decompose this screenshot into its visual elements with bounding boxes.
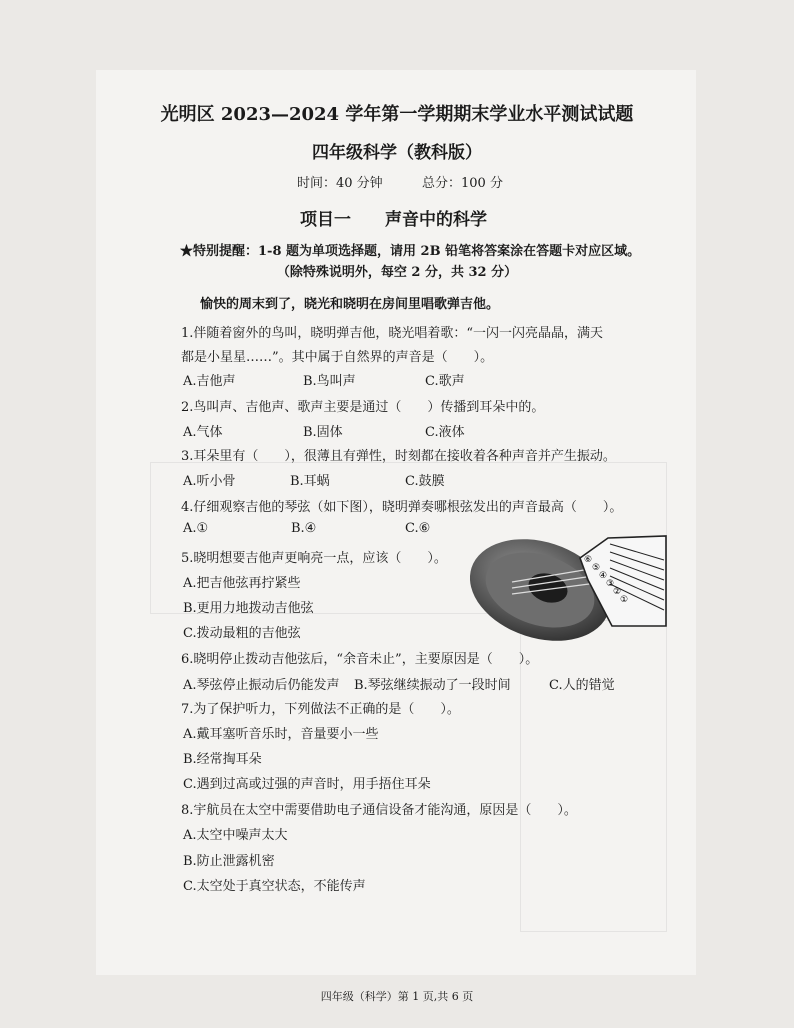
exam-time: 时间：40 分钟: [297, 176, 383, 191]
question-7-option-b[interactable]: B.经常掏耳朵: [183, 752, 262, 767]
question-1-option-c[interactable]: C.歌声: [425, 374, 465, 389]
string-label-4: ④: [599, 571, 608, 581]
string-label-1: ①: [620, 595, 629, 605]
question-7-option-a[interactable]: A.戴耳塞听音乐时，音量要小一些: [183, 727, 379, 742]
question-2-option-b[interactable]: B.固体: [303, 425, 343, 440]
question-4-option-b[interactable]: B.④: [291, 521, 317, 536]
question-5-stem: 5.晓明想要吉他声更响亮一点，应该（ ）。: [181, 551, 447, 566]
page-footer: 四年级（科学）第 1 页,共 6 页: [320, 990, 474, 1003]
bleed-through-box: [520, 620, 667, 932]
question-2-stem: 2.鸟叫声、吉他声、歌声主要是通过（ ）传播到耳朵中的。: [181, 400, 545, 415]
question-4-option-c[interactable]: C.⑥: [405, 521, 431, 536]
question-6-option-a[interactable]: A.琴弦停止振动后仍能发声: [183, 678, 340, 693]
exam-title: 光明区 2023—2024 学年第一学期期末学业水平测试试题: [160, 104, 634, 125]
question-8-option-b[interactable]: B.防止泄露机密: [183, 854, 275, 869]
question-8-option-a[interactable]: A.太空中噪声太大: [183, 828, 288, 843]
question-3-option-a[interactable]: A.听小骨: [183, 474, 236, 489]
question-3-stem: 3.耳朵里有（ ），很薄且有弹性，时刻都在接收着各种声音并产生振动。: [181, 449, 616, 464]
question-3-option-b[interactable]: B.耳蜗: [290, 474, 330, 489]
question-3-option-c[interactable]: C.鼓膜: [405, 474, 445, 489]
question-2-option-a[interactable]: A.气体: [183, 425, 223, 440]
question-8-stem: 8.宇航员在太空中需要借助电子通信设备才能沟通，原因是（ ）。: [181, 803, 577, 818]
string-label-6: ⑥: [584, 555, 593, 565]
guitar-strings-figure: [470, 518, 670, 648]
question-6-option-b[interactable]: B.琴弦继续振动了一段时间: [354, 678, 511, 693]
section-title: 项目一 声音中的科学: [300, 210, 487, 230]
string-label-5: ⑤: [592, 563, 601, 573]
question-4-option-a[interactable]: A.①: [183, 521, 209, 536]
exam-score: 总分：100 分: [422, 176, 503, 191]
question-7-stem: 7.为了保护听力，下列做法不正确的是（ ）。: [181, 702, 460, 717]
story-intro: 愉快的周末到了，晓光和晓明在房间里唱歌弹吉他。: [200, 297, 500, 312]
question-1-stem: 1.伴随着窗外的鸟叫，晓明弹吉他，晓光唱着歌：“一闪一闪亮晶晶，满天: [181, 326, 604, 341]
question-8-option-c[interactable]: C.太空处于真空状态，不能传声: [183, 879, 366, 894]
question-5-option-b[interactable]: B.更用力地拨动吉他弦: [183, 601, 314, 616]
question-1-option-a[interactable]: A.吉他声: [183, 374, 236, 389]
special-note-points: （除特殊说明外，每空 2 分，共 32 分）: [276, 265, 518, 280]
question-2-option-c[interactable]: C.液体: [425, 425, 465, 440]
exam-subtitle: 四年级科学（教科版）: [312, 143, 482, 163]
question-1-option-b[interactable]: B.鸟叫声: [303, 374, 356, 389]
special-note: ★特别提醒：1-8 题为单项选择题，请用 2B 铅笔将答案涂在答题卡对应区域。: [180, 244, 641, 259]
string-label-3: ③: [606, 579, 615, 589]
question-5-option-a[interactable]: A.把吉他弦再拧紧些: [183, 576, 301, 591]
question-5-option-c[interactable]: C.拨动最粗的吉他弦: [183, 626, 301, 641]
question-6-option-c[interactable]: C.人的错觉: [549, 678, 615, 693]
question-7-option-c[interactable]: C.遇到过高或过强的声音时，用手捂住耳朵: [183, 777, 431, 792]
question-1-stem-cont: 都是小星星……”。其中属于自然界的声音是（ ）。: [181, 350, 494, 365]
question-4-stem: 4.仔细观察吉他的琴弦（如下图），晓明弹奏哪根弦发出的声音最高（ ）。: [181, 500, 623, 515]
question-6-stem: 6.晓明停止拨动吉他弦后，“余音未止”，主要原因是（ ）。: [181, 652, 539, 667]
string-label-2: ②: [613, 587, 622, 597]
